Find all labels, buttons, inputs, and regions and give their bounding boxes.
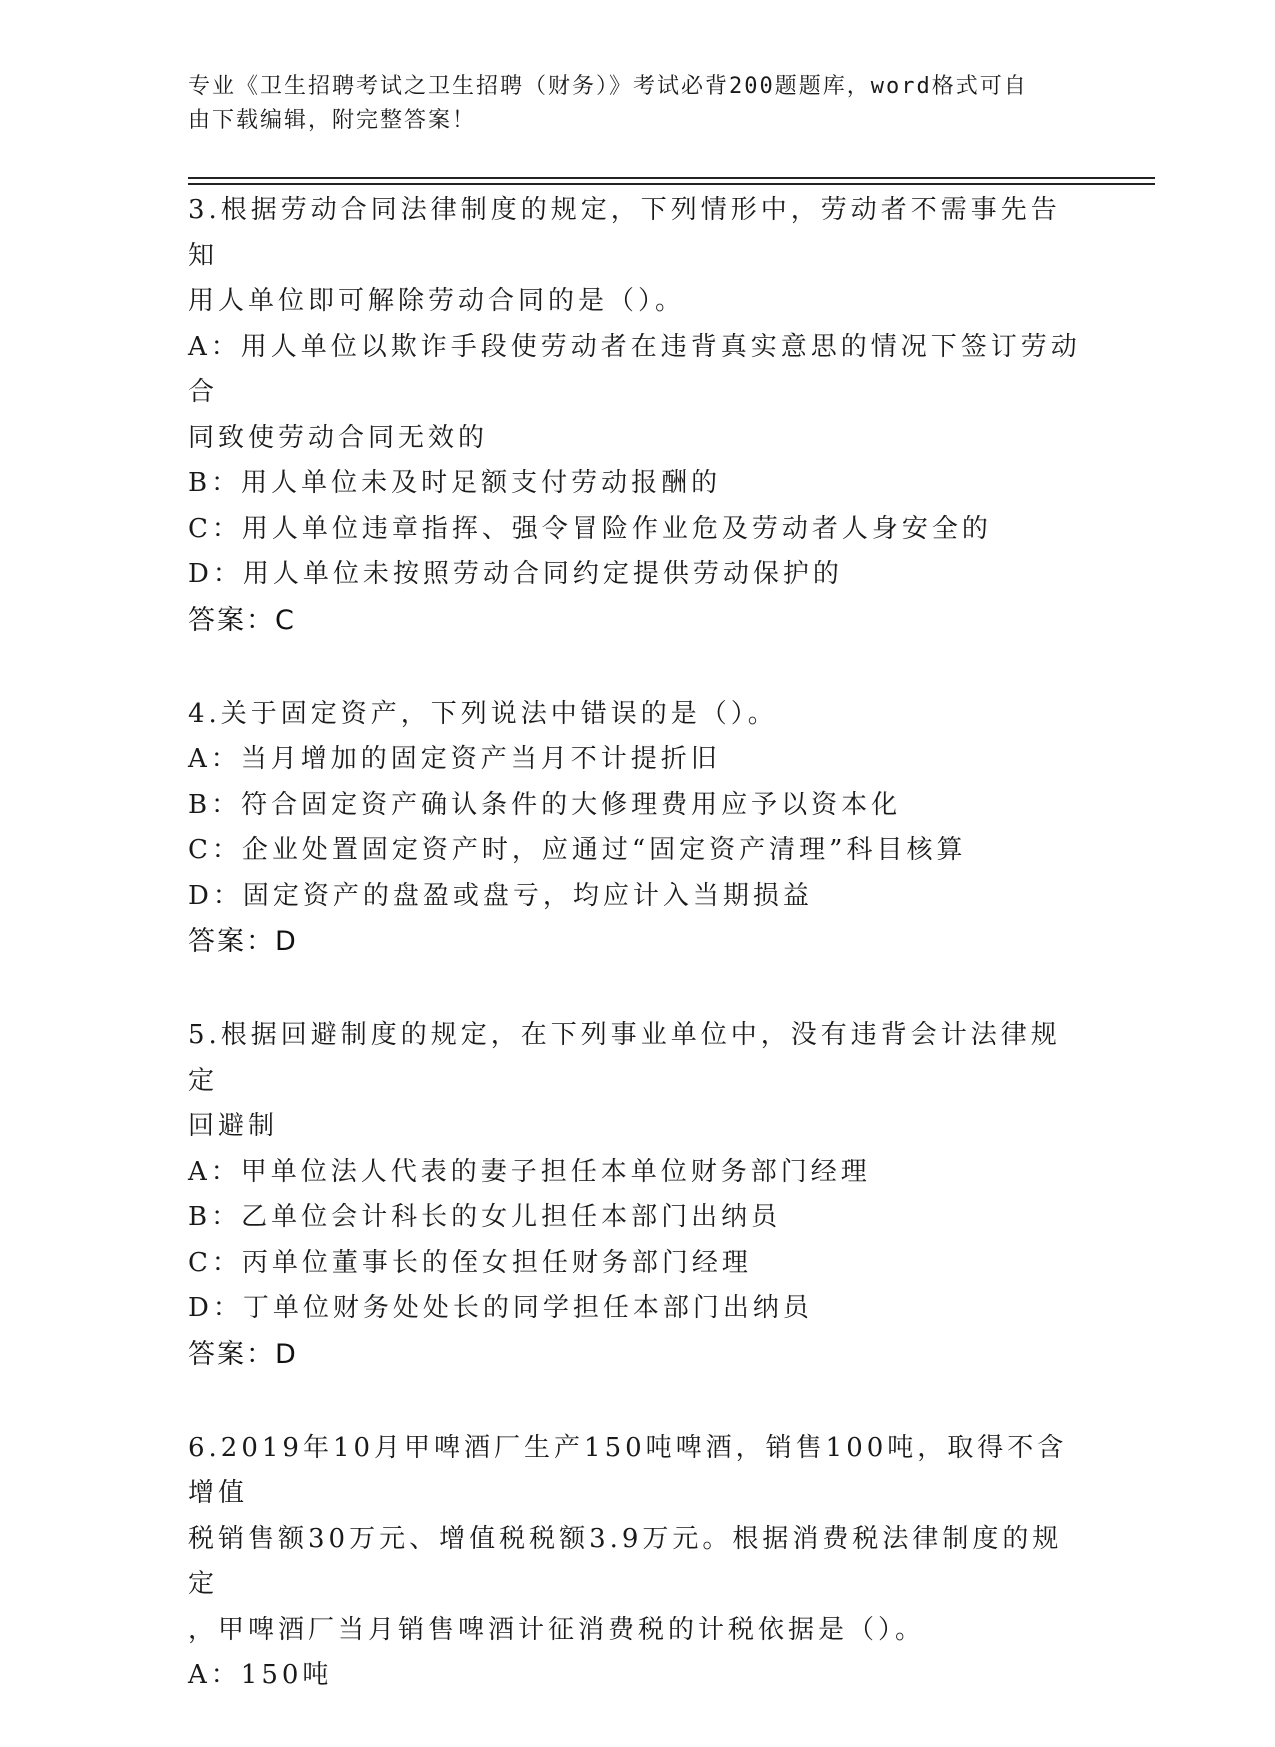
question-stem-line: 3.根据劳动合同法律制度的规定，下列情形中，劳动者不需事先告知 <box>188 195 1061 271</box>
question-list <box>188 188 1088 1747</box>
answer-option-line: C：丙单位董事长的侄女担任财务部门经理 <box>188 1247 752 1278</box>
question-stem-line: 回避制 <box>188 1111 279 1141</box>
answer-option-line: D：固定资产的盘盈或盘亏，均应计入当期损益 <box>188 880 813 911</box>
answer-key: 答案：D <box>188 926 298 957</box>
answer-option-line: A：当月增加的固定资产当月不计提折旧 <box>188 744 721 774</box>
question-block <box>188 1013 1088 1378</box>
question-block <box>188 188 1088 644</box>
answer-option-line: A：用人单位以欺诈手段使劳动者在违背真实意思的情况下签订劳动合 <box>188 331 1081 407</box>
question-stem-line: 用人单位即可解除劳动合同的是（）。 <box>188 286 686 316</box>
answer-option-line: D：用人单位未按照劳动合同约定提供劳动保护的 <box>188 559 843 589</box>
question-block <box>188 1426 1088 1699</box>
header-line-1: 专业《卫生招聘考试之卫生招聘（财务）》考试必背200题题库，word格式可自 <box>188 74 1028 99</box>
answer-option-line: B：用人单位未及时足额支付劳动报酬的 <box>188 468 722 498</box>
answer-option-line: D：丁单位财务处处长的同学担任本部门出纳员 <box>188 1293 813 1323</box>
answer-option-line: 同致使劳动合同无效的 <box>188 422 489 453</box>
answer-key: 答案：D <box>188 1338 298 1370</box>
header-divider-top <box>188 177 1155 179</box>
question-stem-line: ，甲啤酒厂当月销售啤酒计征消费税的计税依据是（）。 <box>188 1614 926 1645</box>
answer-key: 答案：C <box>188 604 296 636</box>
header-divider-bottom <box>188 183 1155 185</box>
question-stem-line: 4.关于固定资产，下列说法中错误的是（）。 <box>188 698 778 729</box>
answer-option-line: C：企业处置固定资产时，应通过“固定资产清理”科目核算 <box>188 835 967 865</box>
answer-option-line: B：符合固定资产确认条件的大修理费用应予以资本化 <box>188 789 902 820</box>
question-block <box>188 692 1088 966</box>
question-stem-line: 5.根据回避制度的规定，在下列事业单位中，没有违背会计法律规定 <box>188 1020 1061 1096</box>
document-header <box>188 70 1088 138</box>
header-line-2: 由下载编辑，附完整答案！ <box>188 108 477 133</box>
answer-option-line: A：甲单位法人代表的妻子担任本单位财务部门经理 <box>188 1156 871 1187</box>
answer-option-line: C：用人单位违章指挥、强令冒险作业危及劳动者人身安全的 <box>188 513 992 544</box>
question-stem-line: 税销售额30万元、增值税税额3.9万元。根据消费税法律制度的规定 <box>188 1523 1063 1599</box>
question-stem-line: 6.2019年10月甲啤酒厂生产150吨啤酒，销售100吨，取得不含增值 <box>188 1432 1068 1508</box>
answer-option-line: B：乙单位会计科长的女儿担任本部门出纳员 <box>188 1202 782 1232</box>
answer-option-line: A：150吨 <box>188 1660 333 1690</box>
